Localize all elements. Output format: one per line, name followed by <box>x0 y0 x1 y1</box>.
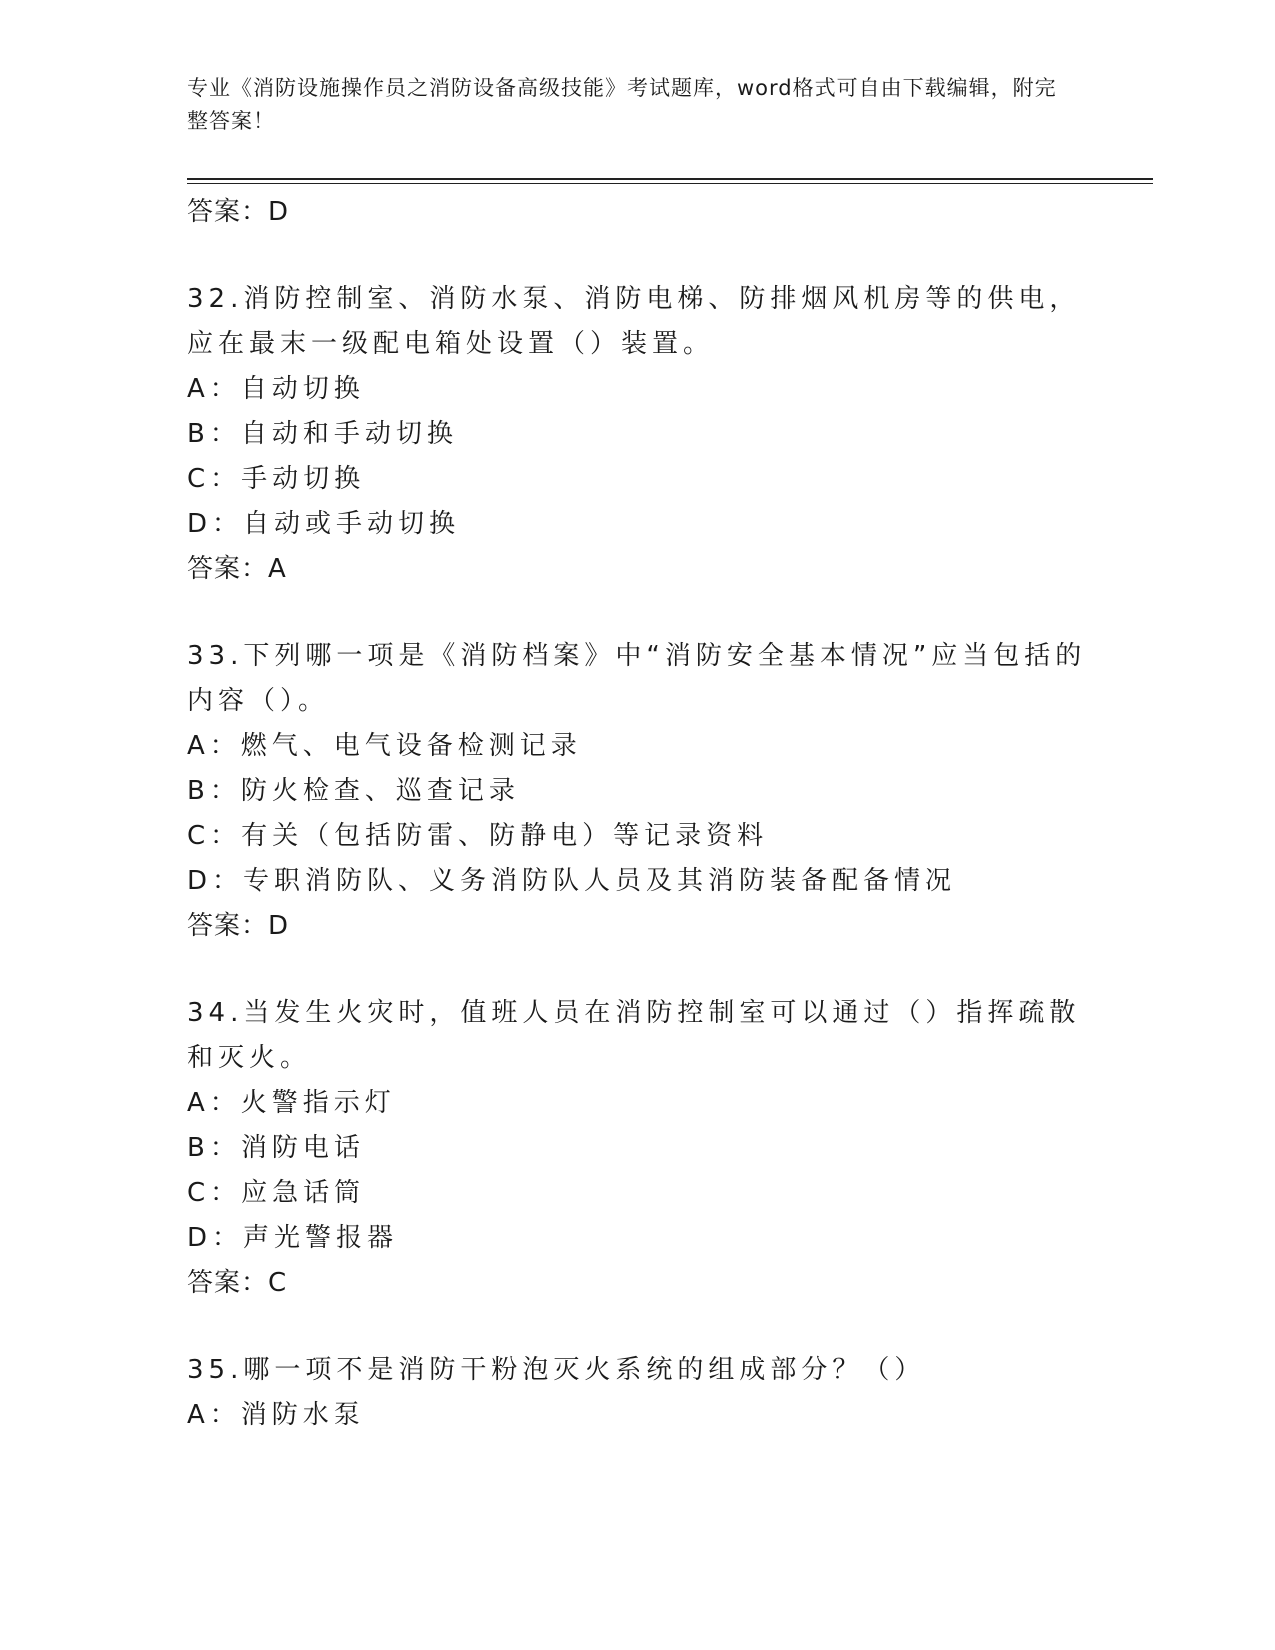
option-c: C：有关（包括防雷、防静电）等记录资料 <box>187 821 769 851</box>
answer-line: 答案：D <box>187 911 290 941</box>
document-header: 专业《消防设施操作员之消防设备高级技能》考试题库，word格式可自由下载编辑，附完整答案！ <box>187 76 1057 133</box>
question-text: 35.哪一项不是消防干粉泡灭火系统的组成部分？（） <box>187 1355 926 1385</box>
answer-line: 答案：C <box>187 1268 288 1298</box>
question-33 <box>187 634 1087 949</box>
question-text: 33.下列哪一项是《消防档案》中“消防安全基本情况”应当包括的内容（）。 <box>187 641 1087 716</box>
question-35 <box>187 1348 1087 1438</box>
answer-line: 答案：A <box>187 554 287 584</box>
question-32 <box>187 277 1087 592</box>
option-b: B：自动和手动切换 <box>187 419 458 449</box>
option-d: D：声光警报器 <box>187 1223 399 1253</box>
option-a: A：自动切换 <box>187 374 365 404</box>
header-rule-bottom <box>187 183 1153 184</box>
option-b: B：消防电话 <box>187 1133 365 1163</box>
question-34 <box>187 991 1087 1306</box>
option-d: D：专职消防队、义务消防队人员及其消防装备配备情况 <box>187 866 957 896</box>
option-a: A：消防水泵 <box>187 1400 365 1430</box>
option-a: A：火警指示灯 <box>187 1088 396 1118</box>
option-c: C：应急话筒 <box>187 1178 366 1208</box>
question-text: 32.消防控制室、消防水泵、消防电梯、防排烟风机房等的供电，应在最末一级配电箱处设置（）装置。 <box>187 284 1081 359</box>
option-c: C：手动切换 <box>187 464 366 494</box>
answer-line: 答案：D <box>187 197 290 227</box>
question-text: 34.当发生火灾时，值班人员在消防控制室可以通过（）指挥疏散和灭火。 <box>187 998 1081 1073</box>
option-b: B：防火检查、巡查记录 <box>187 776 520 806</box>
header-rule-top <box>187 178 1153 180</box>
question-list <box>187 190 1087 1438</box>
option-a: A：燃气、电气设备检测记录 <box>187 731 582 761</box>
option-d: D：自动或手动切换 <box>187 509 461 539</box>
